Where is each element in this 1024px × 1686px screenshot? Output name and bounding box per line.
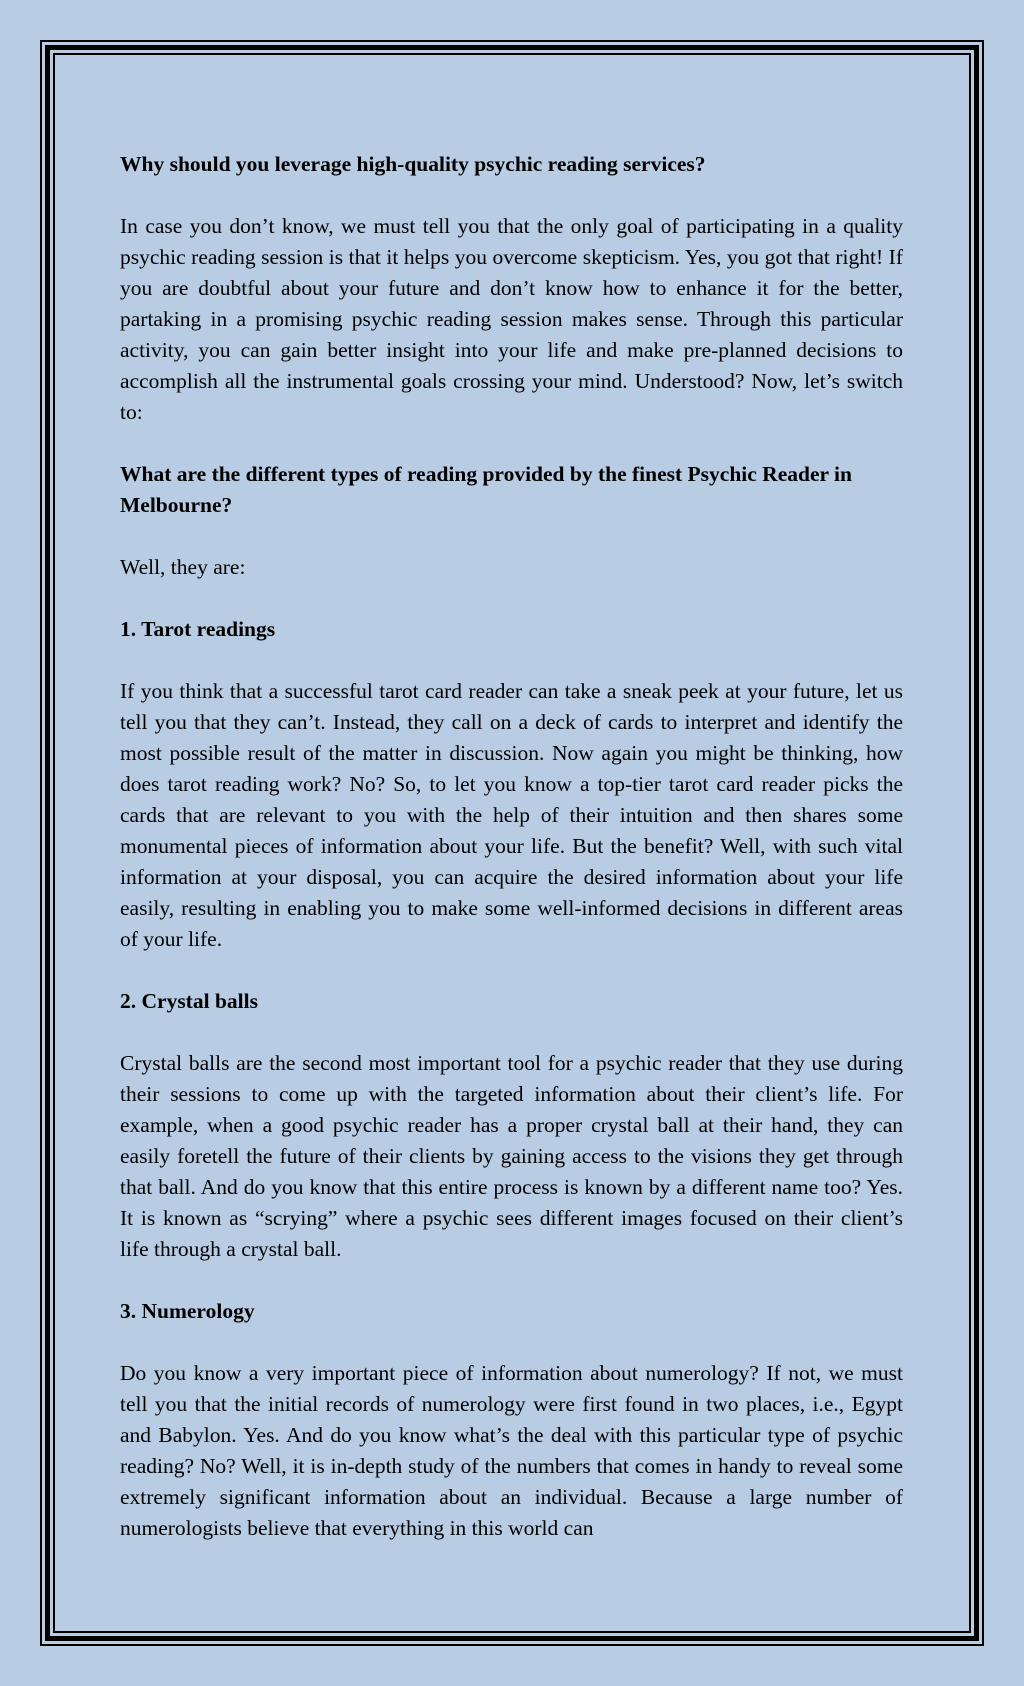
heading-reading-types: What are the different types of reading provided by the finest Psychic Reader in Melbourne?: [120, 462, 852, 517]
document-body: [120, 149, 903, 1575]
heading-numerology: 3. Numerology: [120, 1299, 255, 1323]
heading-tarot-readings: 1. Tarot readings: [120, 617, 276, 641]
heading-crystal-balls: 2. Crystal balls: [120, 989, 258, 1013]
paragraph-reading-types: Well, they are:: [120, 555, 246, 579]
heading-why-leverage: Why should you leverage high-quality psychic reading services?: [120, 152, 706, 176]
paragraph-numerology: Do you know a very important piece of information about numerology? If not, we must tell you that the initial records of numerology were first found in two places, i.e., Egypt and Babylon. Yes. And do you know what’s the deal with this particular type of psychic reading? No? Well, it is in-depth study of the numbers that comes in handy to reveal some extremely significant information about an individual. Because a large number of numerologists believe that everything in this world can: [120, 1361, 903, 1540]
paragraph-crystal-balls: Crystal balls are the second most important tool for a psychic reader that they use during their sessions to come up with the targeted information about their client’s life. For example, when a good psychic reader has a proper crystal ball at their hand, they can easily foretell the future of their clients by gaining access to the visions they get through that ball. And do you know that this entire process is known by a different name too? Yes. It is known as “scrying” where a psychic sees different images focused on their client’s life through a crystal ball.: [120, 1051, 903, 1261]
paragraph-tarot-readings: If you think that a successful tarot card reader can take a sneak peek at your future, let us tell you that they can’t. Instead, they call on a deck of cards to interpret and identify the most possible result of the matter in discussion. Now again you might be thinking, how does tarot reading work? No? So, to let you know a top-tier tarot card reader picks the cards that are relevant to you with the help of their intuition and then shares some monumental pieces of information about your life. But the benefit? Well, with such vital information at your disposal, you can acquire the desired information about your life easily, resulting in enabling you to make some well-informed decisions in different areas of your life.: [120, 679, 903, 951]
paragraph-why-leverage: In case you don’t know, we must tell you that the only goal of participating in a quality psychic reading session is that it helps you overcome skepticism. Yes, you got that right! If you are doubtful about your future and don’t know how to enhance it for the better, partaking in a promising psychic reading session makes sense. Through this particular activity, you can gain better insight into your life and make pre-planned decisions to accomplish all the instrumental goals crossing your mind. Understood? Now, let’s switch to:: [120, 214, 903, 424]
